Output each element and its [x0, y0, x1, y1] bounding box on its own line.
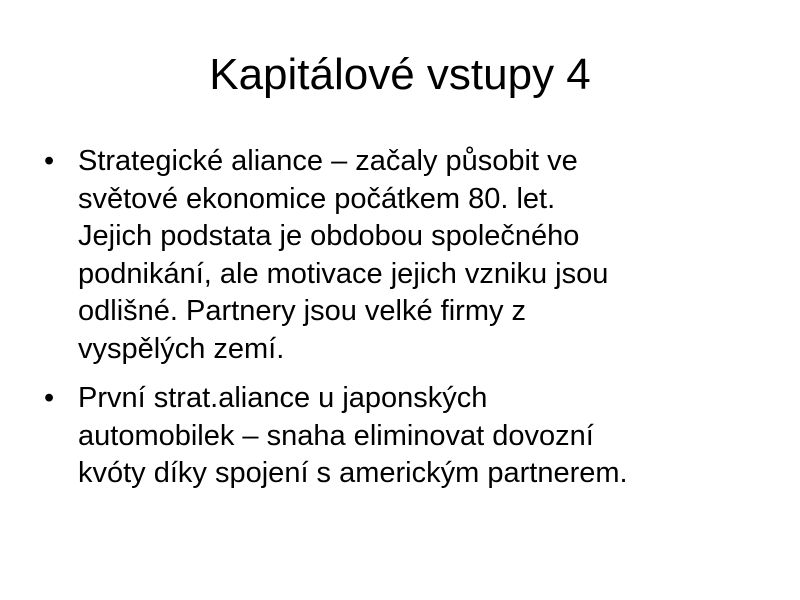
- bullet-text-line: vyspělých zemí.: [78, 332, 285, 365]
- bullet-text-line: Strategické aliance – začaly působit ve: [78, 145, 578, 177]
- bullet-item-first-alliance: [40, 380, 770, 493]
- bullet-text-line: světové ekonomice počátkem 80. let.: [78, 182, 556, 215]
- slide-title: Kapitálové vstupy 4: [209, 50, 591, 99]
- bullet-list: [40, 143, 770, 505]
- bullet-text-line: podnikání, ale motivace jejich vzniku jsou: [78, 257, 609, 290]
- bullet-item-strategic-alliances: [40, 143, 770, 368]
- bullet-text-line: První strat.aliance u japonských: [78, 382, 488, 414]
- bullet-dot-icon: •: [44, 145, 55, 177]
- bullet-text-line: Jejich podstata je obdobou společného: [78, 220, 580, 252]
- bullet-text-line: kvóty díky spojení s americkým partnerem.: [78, 457, 628, 489]
- bullet-dot-icon: •: [44, 382, 55, 414]
- bullet-text-line: odlišné. Partnery jsou velké firmy z: [78, 295, 527, 327]
- bullet-text-line: automobilek – snaha eliminovat dovozní: [78, 419, 594, 452]
